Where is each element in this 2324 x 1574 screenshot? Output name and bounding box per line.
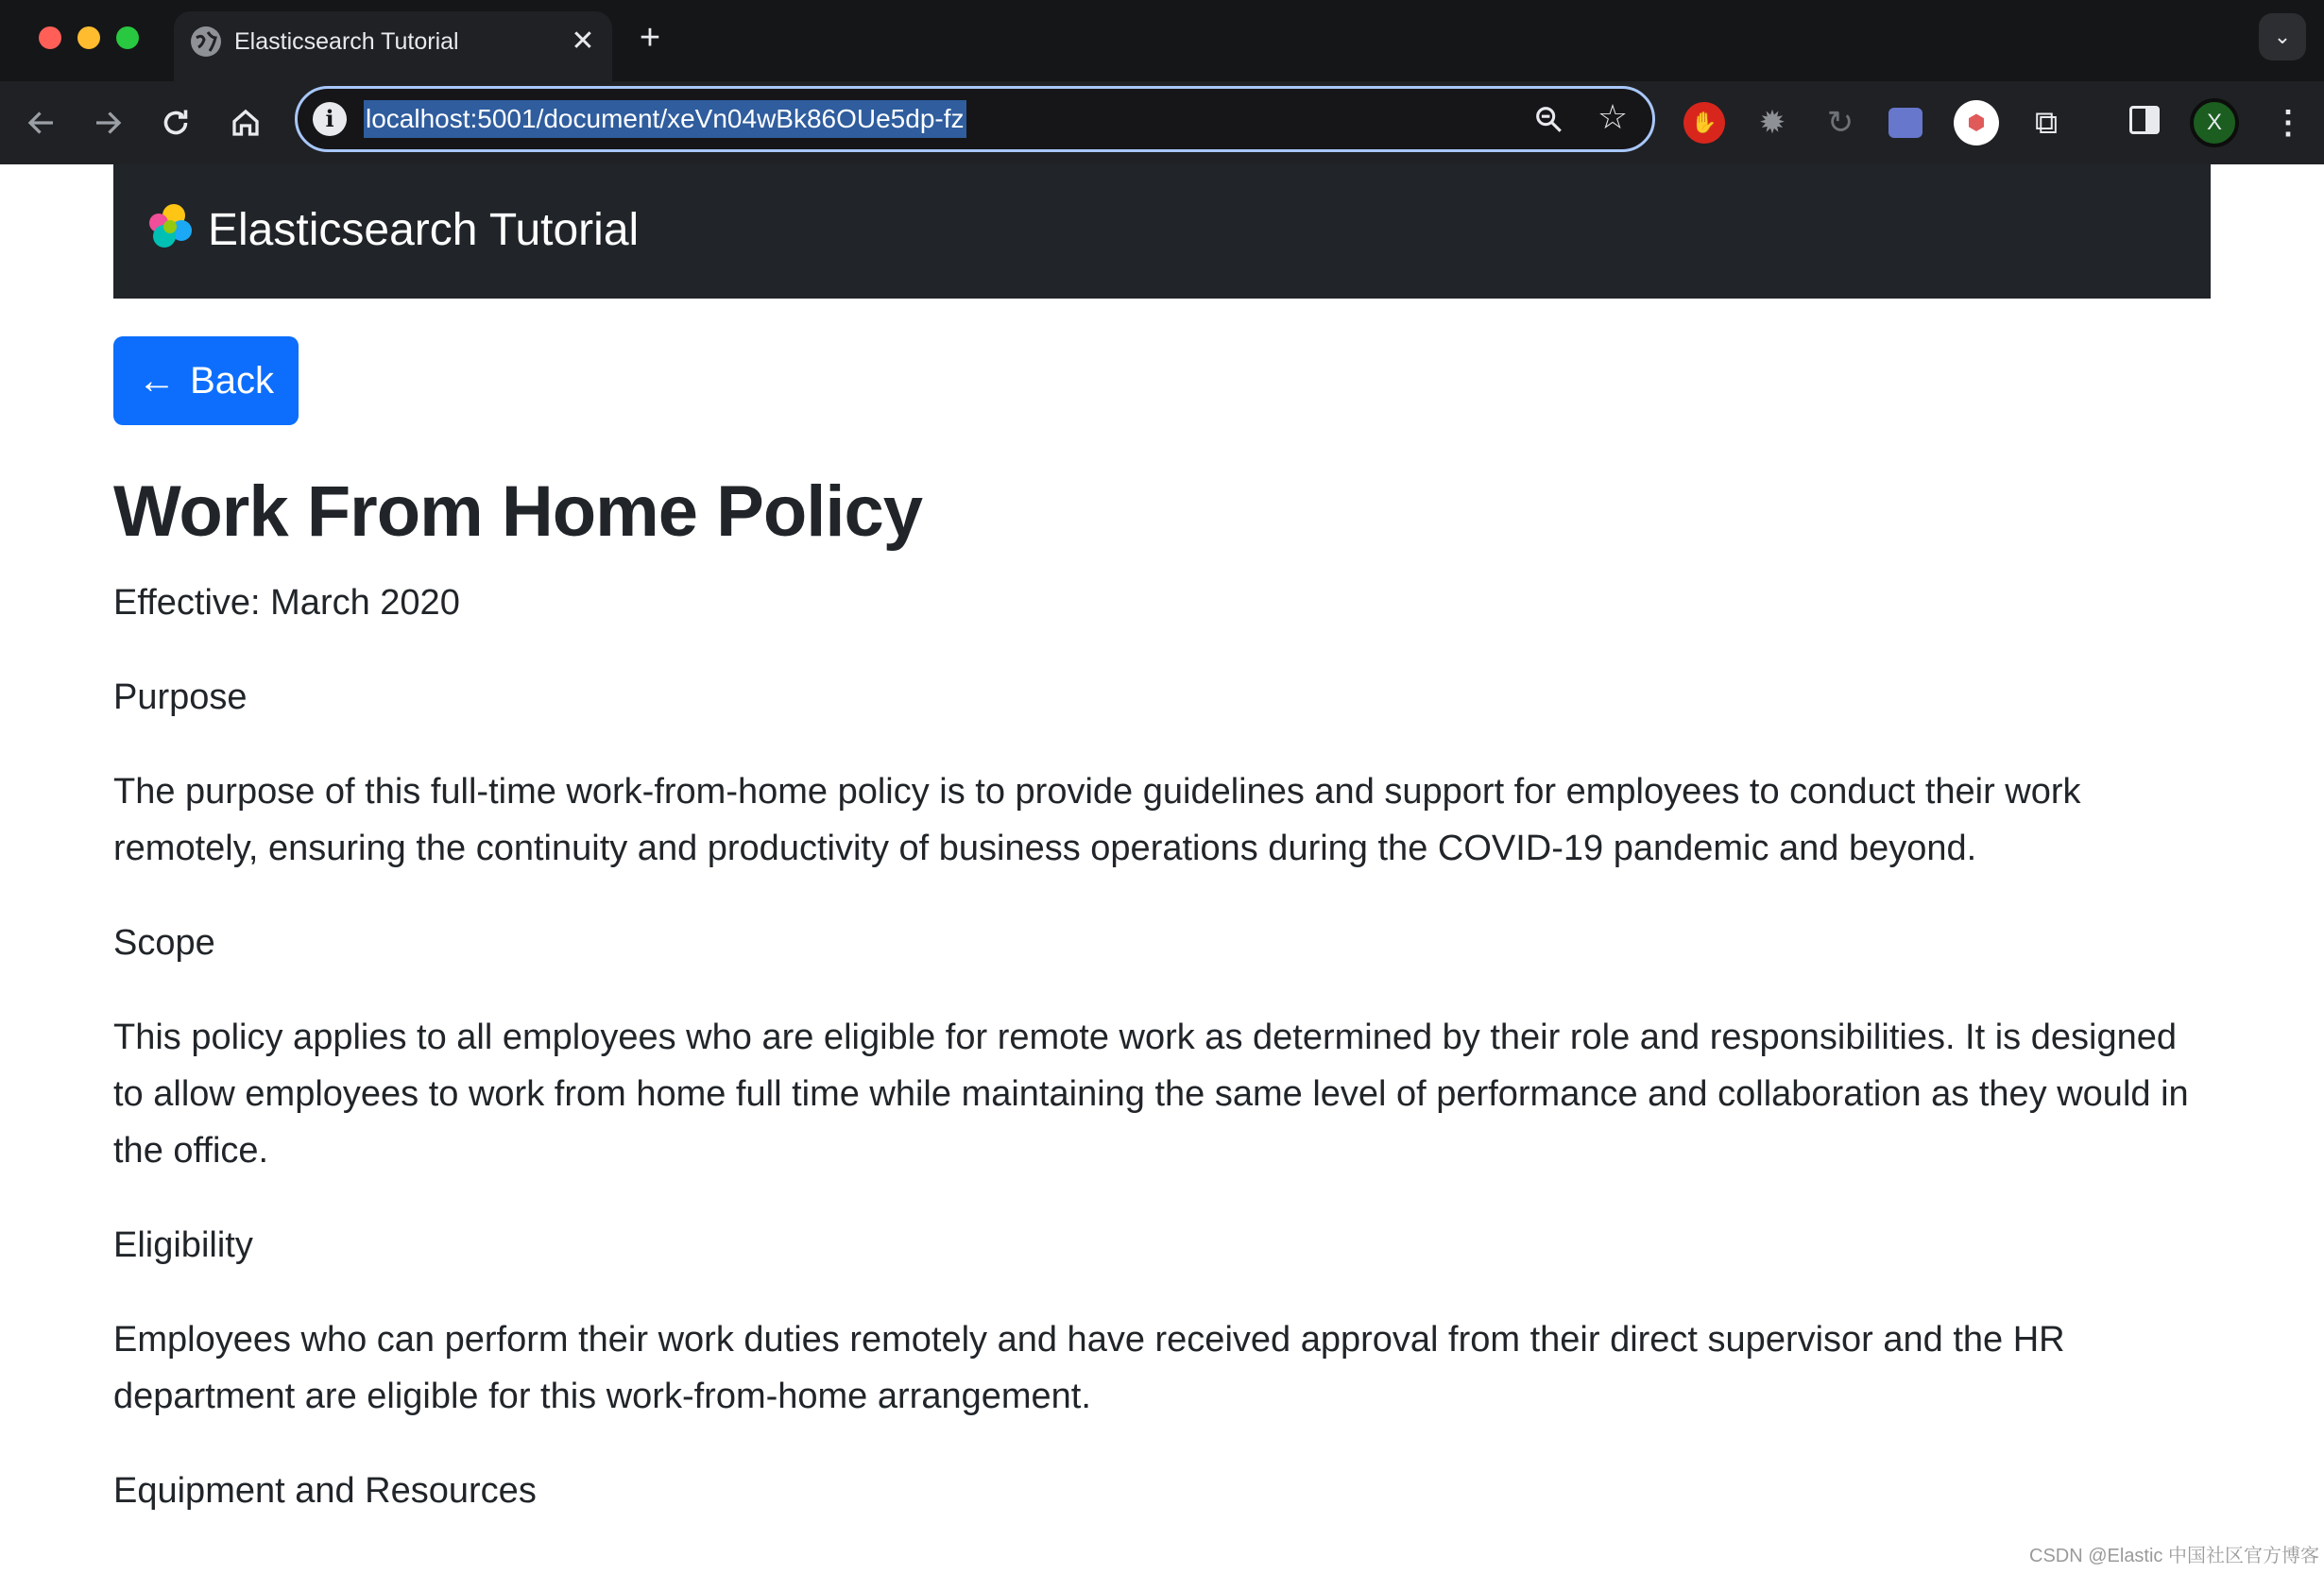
- section-heading-eligibility: Eligibility: [113, 1225, 253, 1265]
- back-button[interactable]: [113, 336, 299, 425]
- reload-icon: [159, 106, 193, 140]
- section-heading-equipment: Equipment and Resources: [113, 1471, 537, 1511]
- browser-toolbar: [0, 81, 2324, 164]
- watermark: CSDN @Elastic 中国社区官方博客: [2029, 1546, 2319, 1566]
- arrow-left-icon: ←: [137, 360, 176, 402]
- sync-extension-icon[interactable]: ↻: [1826, 105, 1854, 141]
- site-info-icon[interactable]: i: [313, 102, 347, 136]
- browser-menu-icon[interactable]: ⋮: [2272, 105, 2304, 141]
- adblock-extension-icon[interactable]: ✋: [1683, 102, 1725, 144]
- tab-search-button[interactable]: ⌄: [2259, 13, 2306, 60]
- home-button[interactable]: [219, 96, 272, 149]
- elastic-logo-icon[interactable]: [145, 202, 195, 251]
- zoom-icon[interactable]: [1528, 98, 1569, 140]
- back-nav-button[interactable]: [15, 96, 68, 149]
- site-navbar: [113, 164, 2211, 299]
- extensions-puzzle-icon[interactable]: ⧉: [2034, 105, 2059, 141]
- minimize-window-button[interactable]: [77, 26, 100, 49]
- back-button-label: Back: [190, 360, 275, 402]
- reader-extension-icon[interactable]: [1888, 108, 1922, 138]
- shield-extension-icon[interactable]: ⬢: [1954, 100, 1999, 145]
- paragraph-eligibility: Employees who can perform their work duties remotely and have received approval from their direct supervisor and the HR department are eligible for this work-from-home arrangement.: [113, 1320, 2065, 1416]
- bookmark-star-icon[interactable]: ☆: [1597, 97, 1629, 136]
- tab-strip: [0, 0, 2324, 81]
- document-title: Work From Home Policy: [113, 471, 923, 552]
- address-bar[interactable]: [295, 86, 1655, 152]
- section-heading-scope: Scope: [113, 923, 215, 963]
- tab-title: Elasticsearch Tutorial: [234, 28, 459, 55]
- document-body: [113, 574, 2211, 1557]
- new-tab-button[interactable]: +: [639, 18, 661, 58]
- globe-icon: [191, 26, 221, 57]
- brand-link[interactable]: Elasticsearch Tutorial: [208, 205, 640, 255]
- paragraph-scope: This policy applies to all employees who are eligible for remote work as determined by their role and responsibilities. It is designed to allow employees to work from home full time while maintaining the same level of performance and collaboration as they would in the office.: [113, 1018, 2189, 1171]
- side-panel-icon[interactable]: [2129, 106, 2160, 134]
- browser-tab-active[interactable]: [174, 11, 612, 81]
- reload-button[interactable]: [149, 96, 202, 149]
- arrow-left-icon: [25, 106, 59, 140]
- tab-close-icon[interactable]: ✕: [571, 26, 595, 57]
- dark-mode-extension-icon[interactable]: ✹: [1758, 105, 1786, 141]
- effective-date: Effective: March 2020: [113, 583, 460, 623]
- maximize-window-button[interactable]: [116, 26, 139, 49]
- close-window-button[interactable]: [39, 26, 61, 49]
- profile-avatar[interactable]: X: [2190, 98, 2239, 147]
- section-heading-purpose: Purpose: [113, 677, 248, 717]
- forward-nav-button[interactable]: [81, 96, 134, 149]
- browser-chrome: [0, 0, 2324, 164]
- home-icon: [229, 106, 263, 140]
- url-text[interactable]: localhost:5001/document/xeVn04wBk86OUe5dp-fz: [364, 100, 966, 138]
- arrow-right-icon: [91, 106, 125, 140]
- paragraph-purpose: The purpose of this full-time work-from-home policy is to provide guidelines and support for employees to conduct their work remotely, ensuring the continuity and productivity of business operations during the COVID-19 pandemic and beyond.: [113, 772, 2081, 868]
